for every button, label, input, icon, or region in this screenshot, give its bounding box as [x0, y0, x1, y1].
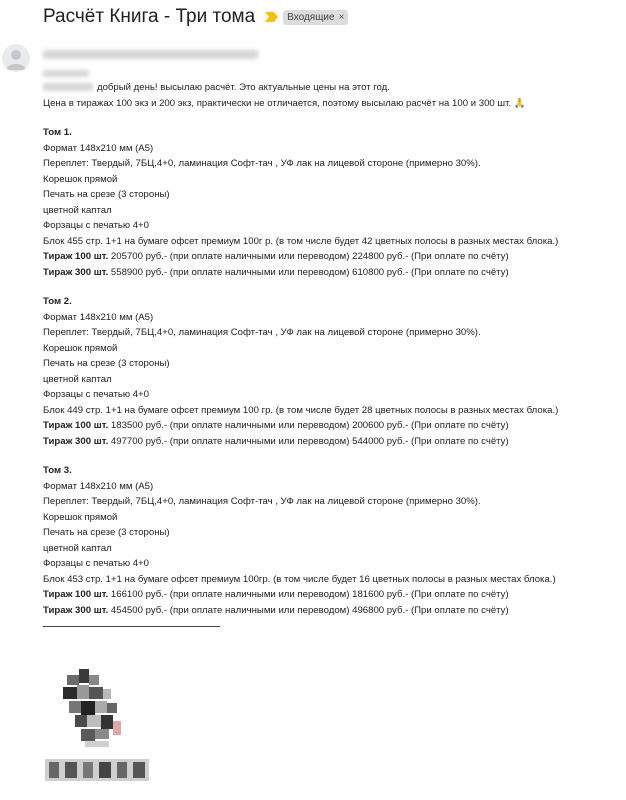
inbox-label-chip[interactable]	[283, 10, 348, 25]
price-line: Тираж 300 шт. 454500 руб.- (при оплате наличными или переводом) 496800 руб.- (При оплате по счёту)	[43, 604, 509, 616]
inbox-label-text: Входящие	[287, 11, 335, 23]
sender-info-redacted	[43, 46, 258, 82]
volume-title: Том 2.	[43, 296, 72, 307]
volume-3	[43, 463, 623, 618]
spec-line: Печать на срезе (3 стороны)	[43, 189, 170, 200]
remove-label-icon[interactable]: ×	[338, 11, 345, 23]
price-line: Тираж 300 шт. 558900 руб.- (при оплате наличными или переводом) 610800 руб.- (При оплате по счёту)	[43, 266, 509, 278]
intro-line: Цена в тиражах 100 экз и 200 экз, практически не отличается, поэтому высылаю расчёт на 100 и 300 шт. 🙏	[43, 97, 526, 109]
spec-line: Блок 455 стр. 1+1 на бумаге офсет премиум 100г р. (в том числе будет 42 цветных полосы в разных местах блока.)	[43, 235, 559, 247]
spec-line: Формат 148х210 мм (А5)	[43, 142, 154, 154]
price-line: Тираж 300 шт. 497700 руб.- (при оплате наличными или переводом) 544000 руб.- (При оплате по счёту)	[43, 435, 509, 447]
spec-line: цветной каптал	[43, 542, 112, 554]
spec-line: Форзацы с печатью 4+0	[43, 220, 149, 231]
spec-line: Переплет: Твердый, 7БЦ,4+0, ламинация Софт-тач , УФ лак на лицевой стороне (примерно 30%).	[43, 496, 481, 507]
spec-line: Блок 453 стр. 1+1 на бумаге офсет премиум 100гр. (в том числе будет 16 цветных полосы в разных местах блока.)	[43, 573, 556, 585]
spec-line: Форзацы с печатью 4+0	[43, 558, 149, 569]
greeting-line: добрый день! высылаю расчёт. Это актуальные цены на этот год.	[43, 80, 623, 96]
spec-line: Формат 148х210 мм (А5)	[43, 311, 154, 323]
spec-line: Корешок прямой	[43, 173, 118, 185]
price-line: Тираж 100 шт. 166100 руб.- (при оплате наличными или переводом) 181600 руб.- (При оплате по счёту)	[43, 589, 509, 600]
spec-line: Форзацы с печатью 4+0	[43, 389, 149, 400]
spec-line: цветной каптал	[43, 204, 112, 216]
spec-line: Переплет: Твердый, 7БЦ,4+0, ламинация Софт-тач , УФ лак на лицевой стороне (примерно 30%).	[43, 327, 481, 338]
spec-line: Формат 148х210 мм (А5)	[43, 480, 154, 492]
spec-line: Печать на срезе (3 стороны)	[43, 358, 170, 369]
email-header	[43, 4, 348, 30]
spec-line: Корешок прямой	[43, 511, 118, 523]
spec-line: Блок 449 стр. 1+1 на бумаге офсет премиум 100 гр. (в том числе будет 28 цветных полосы в разных местах блока.)	[43, 404, 559, 416]
volume-title: Том 1.	[43, 127, 72, 138]
price-line: Тираж 100 шт. 205700 руб.- (при оплате наличными или переводом) 224800 руб.- (При оплате по счёту)	[43, 251, 509, 262]
importance-marker-icon[interactable]	[265, 12, 278, 22]
default-avatar-icon[interactable]	[2, 44, 30, 72]
spec-line: Корешок прямой	[43, 342, 118, 354]
volume-title: Том 3.	[43, 465, 72, 476]
signature-divider	[43, 626, 220, 627]
email-subject: Расчёт Книга - Три тома	[43, 6, 256, 27]
volume-2	[43, 294, 623, 449]
spec-line: цветной каптал	[43, 373, 112, 385]
email-body	[43, 80, 623, 627]
company-logo-pixelated	[45, 655, 155, 795]
volume-1	[43, 125, 623, 280]
spec-line: Переплет: Твердый, 7БЦ,4+0, ламинация Софт-тач , УФ лак на лицевой стороне (примерно 30%).	[43, 158, 481, 169]
spec-line: Печать на срезе (3 стороны)	[43, 527, 170, 538]
price-line: Тираж 100 шт. 183500 руб.- (при оплате наличными или переводом) 200600 руб.- (При оплате по счёту)	[43, 420, 509, 431]
